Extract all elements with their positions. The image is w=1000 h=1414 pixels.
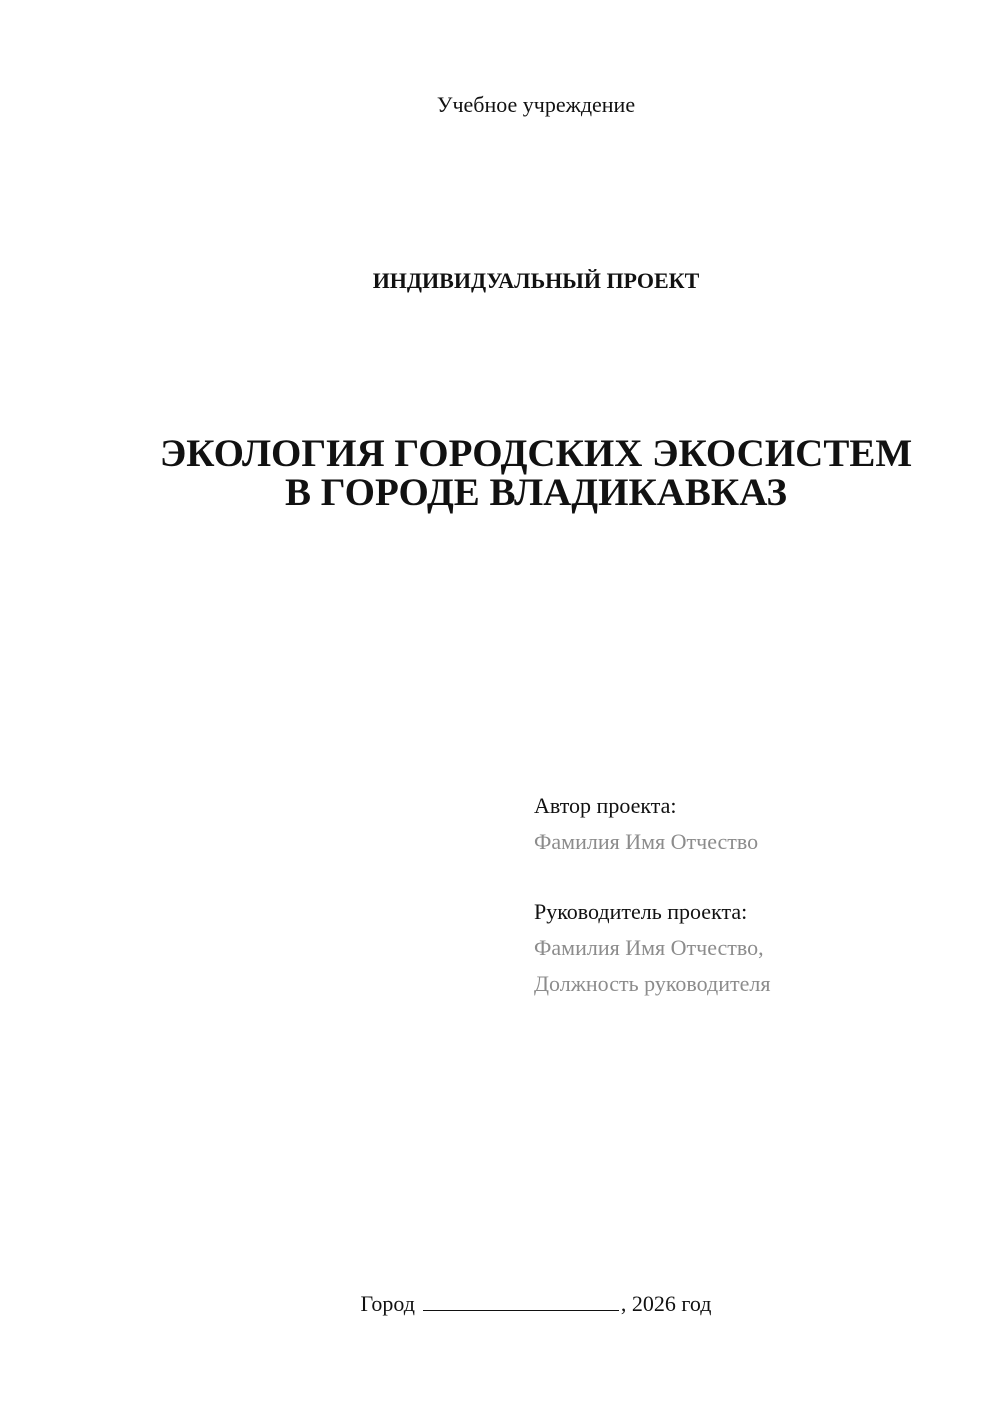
author-block [534,788,974,1002]
supervisor-position-placeholder: Должность руководителя [534,971,771,996]
block-spacer [534,860,974,894]
supervisor-label: Руководитель проекта: [534,899,748,924]
supervisor-name-placeholder: Фамилия Имя Отчество, [534,935,764,960]
author-label: Автор проекта: [534,793,677,818]
project-title [0,434,1000,512]
institution-name: Учебное учреждение [436,92,636,117]
author-name-placeholder: Фамилия Имя Отчество [534,829,759,854]
year-text: , 2026 год [620,1291,712,1316]
project-title-line-1: ЭКОЛОГИЯ ГОРОДСКИХ ЭКОСИСТЕМ [159,432,913,475]
project-title-line-2: В ГОРОДЕ ВЛАДИКАВКАЗ [285,471,787,514]
city-year-line [0,1290,1000,1317]
document-type: ИНДИВИДУАЛЬНЫЙ ПРОЕКТ [372,268,700,293]
city-blank-underline [423,1290,619,1311]
city-label: Город [360,1291,415,1316]
